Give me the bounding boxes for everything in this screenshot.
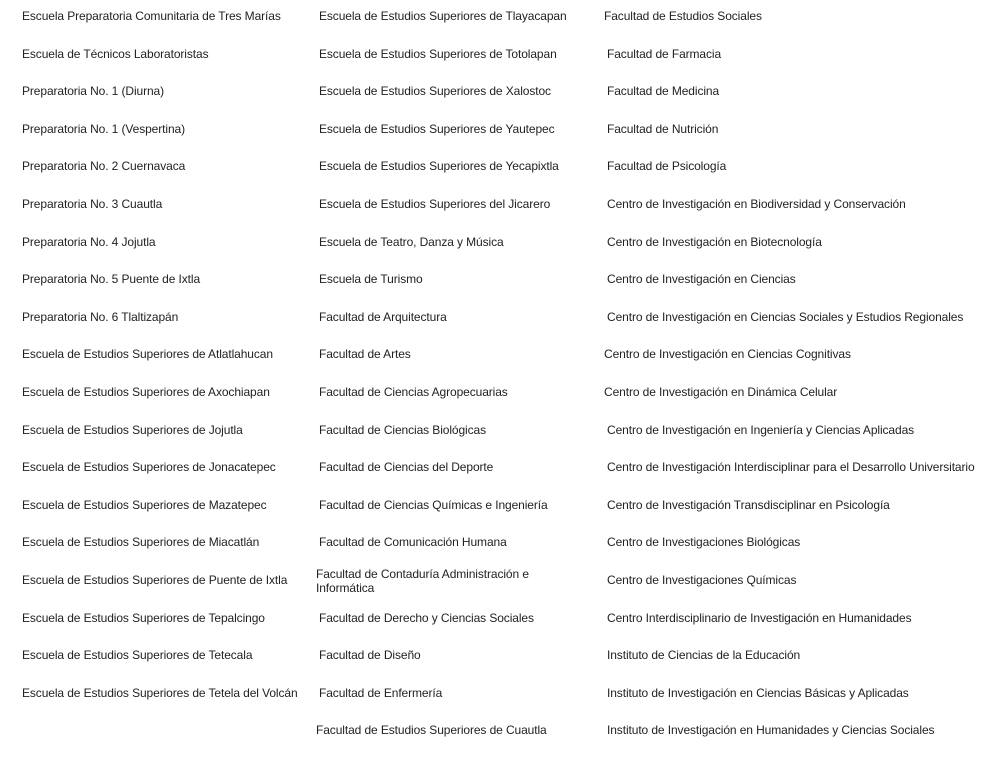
list-item: Escuela de Estudios Superiores de Tepalcingo [22, 610, 265, 625]
list-item: Centro de Investigación en Ciencias [607, 272, 796, 287]
list-item: Preparatoria No. 1 (Diurna) [22, 84, 165, 99]
list-item: Escuela de Estudios Superiores de Tetela del Volcán [22, 685, 298, 700]
list-item: Escuela de Estudios Superiores de Axochiapan [22, 385, 270, 399]
list-item: Escuela de Estudios Superiores de Yecapixtla [319, 159, 559, 174]
list-item: Preparatoria No. 5 Puente de Ixtla [22, 272, 201, 287]
list-item: Centro de Investigaciones Químicas [607, 573, 797, 587]
list-item: Facultad de Farmacia [607, 46, 722, 61]
list-item: Facultad de Psicología [607, 159, 727, 174]
list-item: Centro de Investigación en Biodiversidad y Conservación [607, 197, 906, 211]
list-item: Facultad de Artes [319, 347, 411, 362]
list-item: Escuela de Estudios Superiores de Tlayacapan [319, 9, 567, 23]
list-item: Preparatoria No. 3 Cuautla [22, 197, 163, 211]
list-item: Preparatoria No. 2 Cuernavaca [22, 159, 186, 174]
list-item: Escuela de Turismo [319, 272, 423, 287]
list-item: Facultad de Medicina [607, 84, 720, 99]
list-item: Facultad de Estudios Sociales [604, 9, 762, 23]
list-item: Centro de Investigación en Dinámica Celular [604, 385, 838, 399]
list-item: Centro Interdisciplinario de Investigación en Humanidades [607, 610, 912, 625]
list-item: Facultad de Ciencias del Deporte [319, 460, 494, 475]
list-item: Instituto de Investigación en Humanidades y Ciencias Sociales [607, 723, 935, 738]
list-item: Centro de Investigación Transdisciplinar en Psicología [607, 497, 890, 512]
list-item: Preparatoria No. 4 Jojutla [22, 234, 156, 249]
list-item: Centro de Investigación en Ciencias Sociales y Estudios Regionales [607, 309, 964, 324]
list-item: Facultad de Arquitectura [319, 309, 447, 324]
list-item: Escuela de Estudios Superiores de Xalostoc [319, 84, 551, 99]
list-item: Instituto de Ciencias de la Educación [607, 648, 801, 663]
list-item: Escuela de Estudios Superiores del Jicarero [319, 197, 551, 211]
list-item: Escuela Preparatoria Comunitaria de Tres Marías [22, 9, 281, 23]
list-item: Escuela de Estudios Superiores de Puente de Ixtla [22, 573, 288, 587]
list-item: Preparatoria No. 6 Tlaltizapán [22, 309, 179, 324]
list-item: Facultad de Comunicación Humana [319, 535, 507, 550]
list-item: Escuela de Técnicos Laboratoristas [22, 46, 209, 61]
list-item: Escuela de Estudios Superiores de Totolapan [319, 46, 557, 61]
list-item: Centro de Investigaciones Biológicas [607, 535, 801, 550]
list-item: Escuela de Estudios Superiores de Miacatlán [22, 535, 260, 550]
list-item: Centro de Investigación en Ciencias Cognitivas [604, 347, 851, 362]
list-item: Escuela de Estudios Superiores de Mazatepec [22, 497, 267, 512]
list-item: Centro de Investigación en Biotecnología [607, 234, 822, 249]
list-item: Escuela de Estudios Superiores de Jojutla [22, 422, 243, 437]
list-item: Facultad de Enfermería [319, 685, 443, 700]
list-item: Facultad de Estudios Superiores de Cuautla [316, 723, 547, 738]
list-item: Facultad de Diseño [319, 648, 421, 663]
list-item: Facultad de Ciencias Biológicas [319, 422, 486, 437]
list-item: Escuela de Estudios Superiores de Yautepec [319, 121, 555, 136]
list-item: Escuela de Estudios Superiores de Atlatlahucan [22, 347, 273, 362]
list-item: Centro de Investigación en Ingeniería y Ciencias Aplicadas [607, 422, 915, 437]
list-item: Facultad de Derecho y Ciencias Sociales [319, 610, 534, 625]
list-item: Facultad de Contaduría Administración e Informática [316, 567, 529, 595]
list-item: Instituto de Investigación en Ciencias Básicas y Aplicadas [607, 685, 909, 700]
list-item: Escuela de Estudios Superiores de Tetecala [22, 648, 253, 663]
list-item: Facultad de Ciencias Agropecuarias [319, 385, 508, 399]
list-item: Centro de Investigación Interdisciplinar para el Desarrollo Universitario [607, 460, 975, 475]
list-item: Escuela de Estudios Superiores de Jonacatepec [22, 460, 276, 475]
list-item: Preparatoria No. 1 (Vespertina) [22, 121, 185, 136]
list-item: Facultad de Ciencias Químicas e Ingeniería [319, 497, 548, 512]
list-item: Facultad de Nutrición [607, 121, 719, 136]
list-item: Escuela de Teatro, Danza y Música [319, 234, 504, 249]
